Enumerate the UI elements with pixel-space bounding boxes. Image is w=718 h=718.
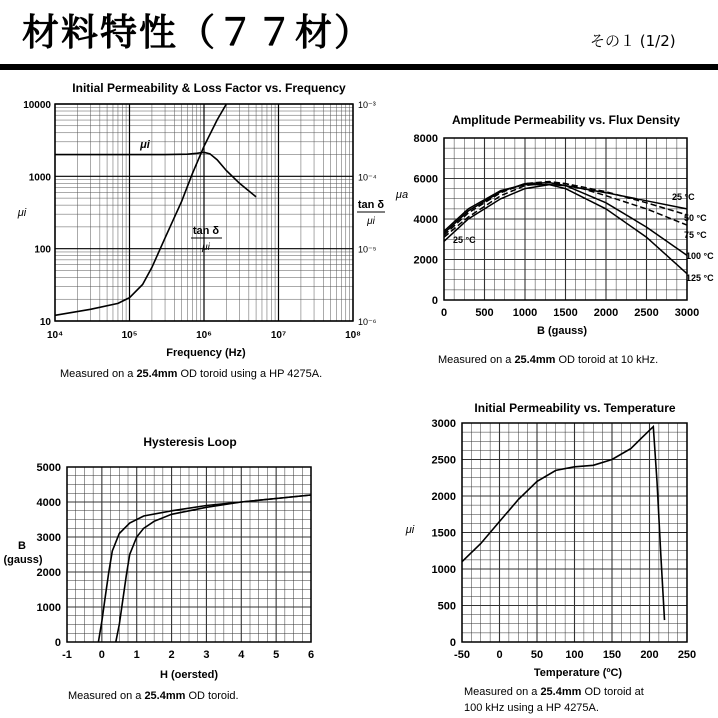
x-tick-label: 10⁷ [270,330,287,341]
series-label: 25 °C [453,235,476,245]
series-label: 50 °C [684,213,707,223]
chart-title: Amplitude Permeability vs. Flux Density [451,113,681,127]
caption-text: OD toroid. [185,690,239,702]
caption-text: Measured on a [68,690,145,702]
caption-text: OD toroid using a HP 4275A. [177,368,323,380]
x-tick-label: 1 [133,649,140,661]
chart-title: Initial Permeability & Loss Factor vs. Frequency [72,81,346,95]
y-tick-label: 1500 [431,527,456,540]
y-tick-label: 1000 [28,172,51,184]
y-tick-label: 100 [34,244,51,256]
x-tick-label: 2000 [593,307,619,319]
series-label: 25 °C [672,192,695,202]
caption-perm-freq [60,366,322,382]
caption-line-2: 100 kHz using a HP 4275A. [464,702,599,714]
y-tick-label: 2500 [431,454,456,467]
series-mu-line [55,152,256,197]
y-tick-label: 3000 [431,418,456,430]
series-label: 125 °C [686,273,714,283]
caption-perm-temp [464,684,644,716]
y-right-tick-label: 10⁻³ [358,100,376,110]
y-tick-label: 4000 [413,214,438,226]
y-axis-label-unit: (gauss) [3,554,43,566]
y-tick-label: 6000 [413,173,438,186]
y-right-label-denominator: μi [367,216,375,227]
y-tick-label: 1000 [431,564,456,576]
y-tick-label: 3000 [36,532,61,544]
y-right-label-numerator: tan δ [357,199,385,211]
x-tick-label: 3000 [674,307,700,319]
caption-bold: 25.4mm [144,690,186,702]
y-tick-label: 2000 [413,254,438,267]
series-mu-label: μi [140,139,150,151]
y-axis-label: μi [17,207,27,219]
x-tick-label: 10⁵ [121,330,138,341]
y-tick-label: 2000 [431,491,456,503]
caption-bold: 25.4mm [540,686,582,698]
page-title: 材料特性（７７材） [22,11,373,54]
y-tick-label: 0 [431,295,438,307]
x-tick-label: 10⁸ [345,330,361,341]
page-number-label: その１ (1/2) [590,32,676,50]
series-tan-label-numerator: tan δ [192,225,220,237]
series-label: 75 °C [684,230,707,240]
y-tick-label: 4000 [36,497,61,509]
caption-hysteresis [68,688,239,704]
caption-text: OD toroid at [581,686,644,698]
chart-title: Hysteresis Loop [143,435,237,449]
y-tick-label: 10000 [23,100,51,111]
x-axis-label: Temperature (ºC) [533,667,623,679]
caption-line-1 [464,684,644,700]
x-axis-label: H (oersted) [159,669,219,681]
x-axis-label: Frequency (Hz) [166,347,246,359]
series-line [98,495,311,642]
x-tick-label: 250 [677,649,697,661]
caption-text: Measured on a [464,686,541,698]
x-tick-label: 2 [168,649,175,661]
chart-title: Initial Permeability vs. Temperature [474,401,676,415]
y-tick-label: 1000 [36,602,61,614]
x-axis-label: B (gauss) [536,325,588,337]
y-tick-label: 2000 [36,567,61,579]
x-tick-label: 0 [98,649,105,661]
y-axis-label: μi [405,524,415,536]
x-tick-label: 3 [203,649,210,661]
series-tan-label-denominator: μi [202,242,210,253]
y-axis-label: B [18,540,26,552]
y-right-tick-label: 10⁻⁴ [358,172,377,183]
y-tick-label: 0 [54,637,61,649]
caption-text: OD toroid at 10 kHz. [555,354,659,366]
series-label: 100 °C [686,251,714,261]
x-tick-label: 4 [238,649,245,661]
x-tick-label: 1000 [512,307,538,319]
x-tick-label: 10⁴ [46,330,64,341]
y-tick-label: 10 [39,317,51,328]
caption-bold: 25.4mm [136,368,178,380]
x-tick-label: 500 [475,307,494,319]
x-tick-label: 0 [496,649,503,661]
x-tick-label: 100 [565,649,584,661]
x-tick-label: 5 [273,649,280,661]
x-tick-label: 10⁶ [196,330,212,341]
x-tick-label: 1500 [553,307,578,319]
caption-text: Measured on a [438,354,515,366]
x-tick-label: -50 [454,649,470,661]
x-tick-label: 150 [602,649,622,661]
y-axis-label: μa [395,189,409,201]
caption-text: Measured on a [60,368,137,380]
y-tick-label: 0 [449,637,456,649]
y-tick-label: 500 [437,600,456,613]
y-tick-label: 8000 [413,133,438,145]
x-tick-label: 0 [440,307,448,319]
y-tick-label: 5000 [36,462,61,474]
x-tick-label: 2500 [634,307,659,319]
y-right-tick-label: 10⁻⁶ [358,317,377,327]
x-tick-label: 50 [530,649,544,661]
x-tick-label: 6 [307,649,315,661]
caption-bold: 25.4mm [514,354,556,366]
caption-amp-perm [438,352,658,368]
x-tick-label: 200 [640,649,659,661]
y-right-tick-label: 10⁻⁵ [358,244,377,255]
series-line [116,495,311,642]
x-tick-label: -1 [62,649,72,661]
